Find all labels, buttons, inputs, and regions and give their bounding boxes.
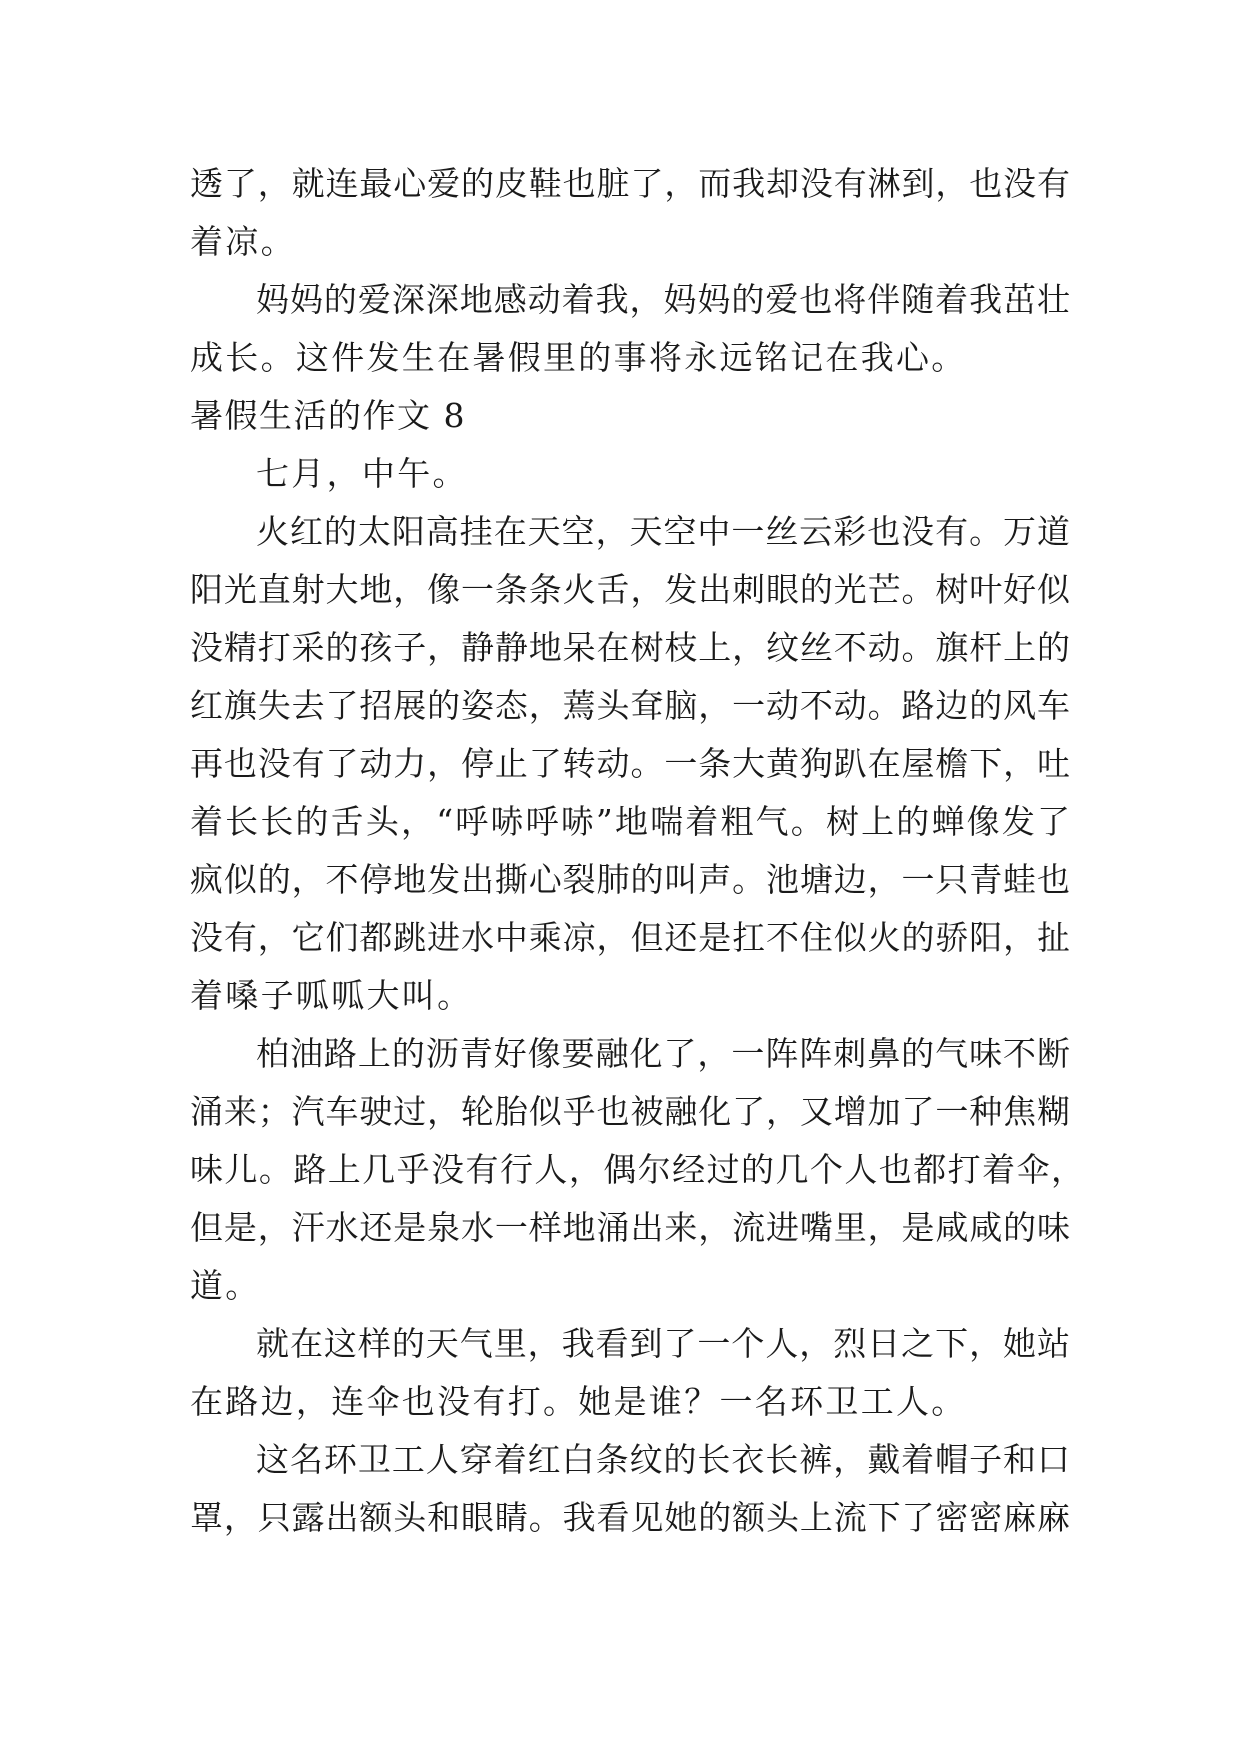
text-line: 妈妈的爱深深地感动着我，妈妈的爱也将伴随着我茁壮 xyxy=(256,280,1070,319)
section-heading: 暑假生活的作文 8 xyxy=(190,396,466,435)
text-line: 疯似的，不停地发出撕心裂肺的叫声。池塘边，一只青蛙也 xyxy=(190,860,1070,899)
text-line: 罩，只露出额头和眼睛。我看见她的额头上流下了密密麻麻 xyxy=(190,1498,1070,1537)
text-line: 着嗓子呱呱大叫。 xyxy=(190,976,473,1015)
text-line: 再也没有了动力，停止了转动。一条大黄狗趴在屋檐下，吐 xyxy=(190,744,1070,783)
text-line: 着凉。 xyxy=(190,222,296,261)
text-line: 但是，汗水还是泉水一样地涌出来，流进嘴里，是咸咸的味 xyxy=(190,1208,1070,1247)
text-line: 味儿。路上几乎没有行人，偶尔经过的几个人也都打着伞， xyxy=(190,1150,1084,1189)
text-line: 这名环卫工人穿着红白条纹的长衣长裤，戴着帽子和口 xyxy=(256,1440,1070,1479)
text-line: 阳光直射大地，像一条条火舌，发出刺眼的光芒。树叶好似 xyxy=(190,570,1070,609)
text-line: 在路边，连伞也没有打。她是谁？一名环卫工人。 xyxy=(190,1382,967,1421)
text-line: 柏油路上的沥青好像要融化了，一阵阵刺鼻的气味不断 xyxy=(256,1034,1070,1073)
text-line: 成长。这件发生在暑假里的事将永远铭记在我心。 xyxy=(190,338,967,377)
text-line: 红旗失去了招展的姿态，蔫头耷脑，一动不动。路边的风车 xyxy=(190,686,1070,725)
text-line: 透了，就连最心爱的皮鞋也脏了，而我却没有淋到，也没有 xyxy=(190,164,1070,203)
text-line: 道。 xyxy=(190,1266,261,1305)
text-line: 没有，它们都跳进水中乘凉，但还是扛不住似火的骄阳，扯 xyxy=(190,918,1070,957)
text-line: 火红的太阳高挂在天空，天空中一丝云彩也没有。万道 xyxy=(256,512,1070,551)
text-line: 涌来；汽车驶过，轮胎似乎也被融化了，又增加了一种焦糊 xyxy=(190,1092,1070,1131)
text-line: 七月，中午。 xyxy=(256,454,468,493)
text-line: 着长长的舌头，“呼哧呼哧”地喘着粗气。树上的蝉像发了 xyxy=(190,802,1070,841)
text-line: 没精打采的孩子，静静地呆在树枝上，纹丝不动。旗杆上的 xyxy=(190,628,1070,667)
text-line: 就在这样的天气里，我看到了一个人，烈日之下，她站 xyxy=(256,1324,1070,1363)
